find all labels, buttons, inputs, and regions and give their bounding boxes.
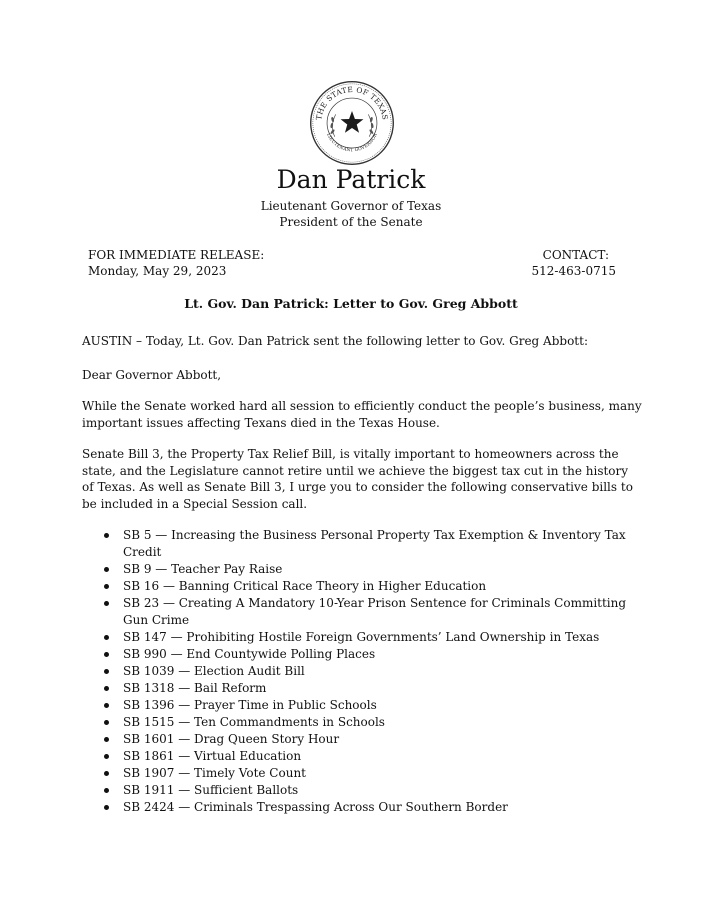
list-item: SB 1907 — Timely Vote Count: [82, 765, 642, 782]
official-name: Dan Patrick: [276, 165, 426, 194]
svg-text:THE STATE OF TEXAS: THE STATE OF TEXAS: [314, 84, 390, 121]
bill-list: [82, 527, 642, 816]
bullet-icon: [104, 686, 109, 691]
bullet-icon: [104, 533, 109, 538]
release-date: Monday, May 29, 2023: [88, 264, 227, 278]
official-title: Lieutenant Governor of Texas: [260, 199, 442, 213]
bullet-icon: [104, 737, 109, 742]
bullet-icon: [104, 754, 109, 759]
list-item: SB 147 — Prohibiting Hostile Foreign Governments’ Land Ownership in Texas: [82, 629, 642, 646]
body-paragraph: While the Senate worked hard all session to efficiently conduct the people’s business, many important issues affecting Texans died in the Texas House.: [82, 399, 642, 430]
list-item: SB 2424 — Criminals Trespassing Across Our Southern Border: [82, 799, 642, 816]
bullet-icon: [104, 703, 109, 708]
star-icon: [341, 111, 364, 133]
list-item: SB 5 — Increasing the Business Personal Property Tax Exemption & Inventory Tax Credit: [82, 527, 642, 561]
release-label: FOR IMMEDIATE RELEASE:: [88, 248, 265, 262]
list-item: SB 1515 — Ten Commandments in Schools: [82, 714, 642, 731]
body-paragraph: Senate Bill 3, the Property Tax Relief Bill, is vitally important to homeowners across the state, and the Legislature cannot retire until we achieve the biggest tax cut in the history of Texas. As well as Senate Bill 3, I urge you to consider the following conservative bills to be included in a Special Session call.: [82, 447, 633, 511]
bullet-icon: [104, 635, 109, 640]
list-item: SB 1396 — Prayer Time in Public Schools: [82, 697, 642, 714]
intro-paragraph: AUSTIN – Today, Lt. Gov. Dan Patrick sent the following letter to Gov. Greg Abbott:: [82, 334, 588, 348]
bullet-icon: [104, 669, 109, 674]
bullet-icon: [104, 805, 109, 810]
bullet-icon: [104, 567, 109, 572]
contact-label: CONTACT:: [542, 248, 609, 262]
list-item: SB 9 — Teacher Pay Raise: [82, 561, 642, 578]
headline: Lt. Gov. Dan Patrick: Letter to Gov. Greg Abbott: [184, 296, 518, 311]
list-item: SB 1039 — Election Audit Bill: [82, 663, 642, 680]
bullet-icon: [104, 720, 109, 725]
list-item: SB 16 — Banning Critical Race Theory in Higher Education: [82, 578, 642, 595]
list-item: SB 1601 — Drag Queen Story Hour: [82, 731, 642, 748]
contact-phone: 512-463-0715: [531, 264, 616, 278]
bullet-icon: [104, 652, 109, 657]
salutation: Dear Governor Abbott,: [82, 368, 222, 382]
list-item: SB 1911 — Sufficient Ballots: [82, 782, 642, 799]
texas-seal-logo: [309, 80, 395, 166]
list-item: SB 23 — Creating A Mandatory 10-Year Prison Sentence for Criminals Committing Gun Crime: [82, 595, 642, 629]
bullet-icon: [104, 584, 109, 589]
bullet-icon: [104, 788, 109, 793]
list-item: SB 1861 — Virtual Education: [82, 748, 642, 765]
bullet-icon: [104, 601, 109, 606]
bullet-icon: [104, 771, 109, 776]
svg-text:LIEUTENANT GOVERNOR: LIEUTENANT GOVERNOR: [325, 132, 379, 154]
official-subtitle: President of the Senate: [279, 215, 423, 229]
list-item: SB 1318 — Bail Reform: [82, 680, 642, 697]
list-item: SB 990 — End Countywide Polling Places: [82, 646, 642, 663]
